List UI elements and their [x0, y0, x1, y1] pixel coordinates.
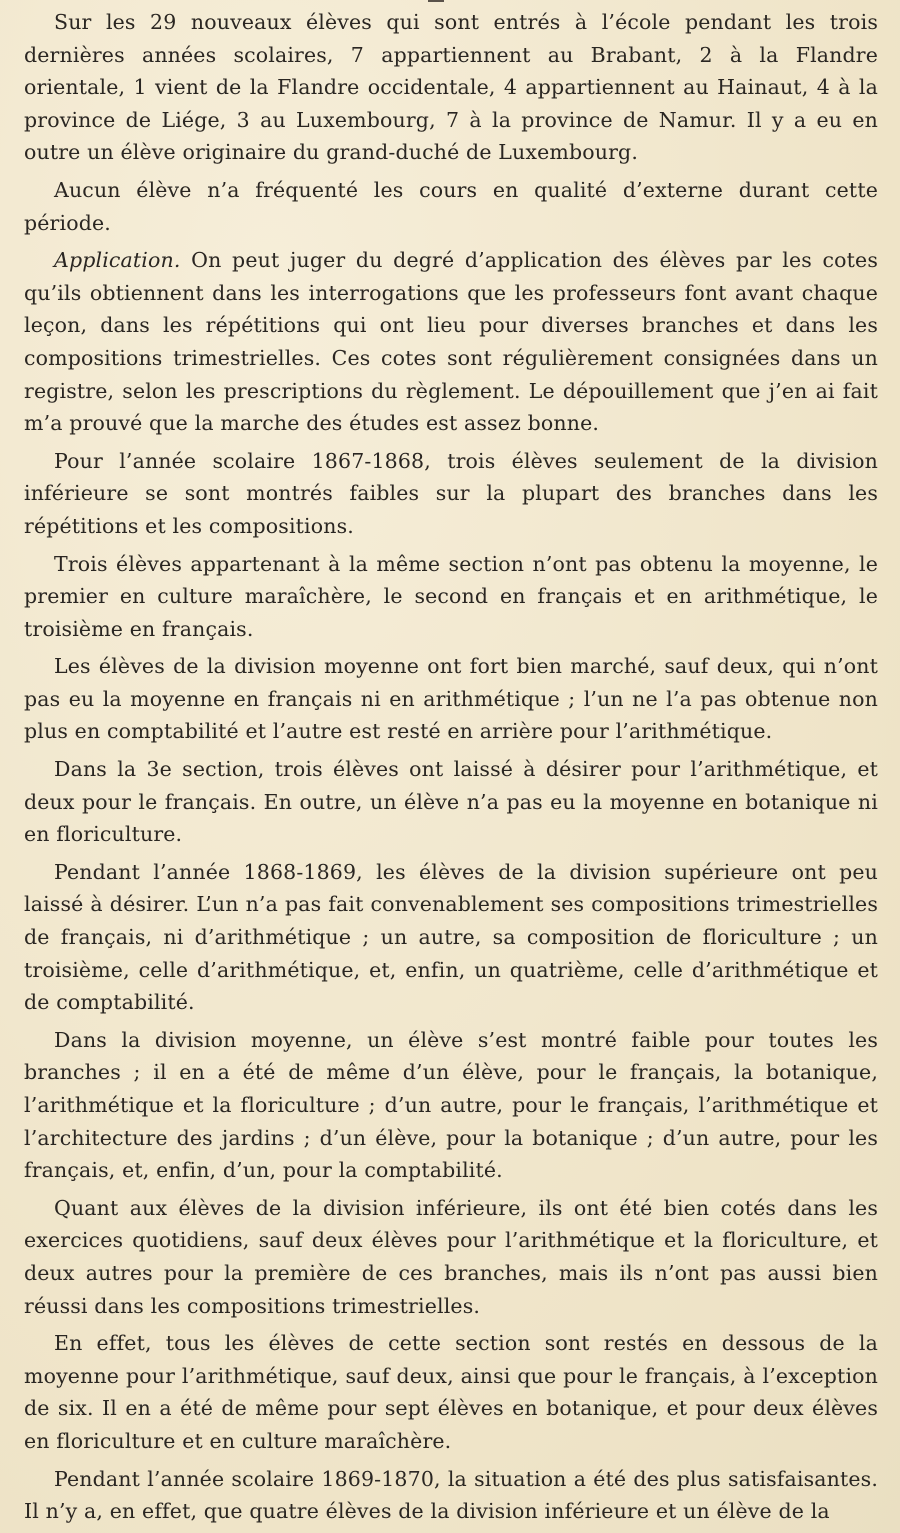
paragraph-text: Dans la 3e section, trois élèves ont laissé à désirer pour l’arithmétique, et deux pour le français. En outre, un élève n’a pas eu la moyenne en botanique ni en floriculture.: [24, 757, 878, 847]
paragraph-1867-1868: [24, 445, 878, 543]
paragraph-origins: [24, 6, 878, 169]
paragraph-text: Pour l’année scolaire 1867-1868, trois élèves seulement de la division inférieure se sont montrés faibles sur la plupart des branches dans les répétitions et les compositions.: [24, 448, 878, 538]
paragraph-division-moyenne: [24, 650, 878, 748]
paragraph-1869-1870: [24, 1463, 878, 1528]
paragraph-text: Sur les 29 nouveaux élèves qui sont entrés à l’école pendant les trois dernières années scolaires, 7 appartiennent au Brabant, 2 à la Flandre orientale, 1 vient de la Flandre occidentale, 4 appartiennent au Hainaut, 4 à la province de Liége, 3 au Luxembourg, 7 à la province de Namur. Il y a eu en outre un élève originaire du grand-duché de Luxembourg.: [24, 10, 878, 165]
paragraph-text: Quant aux élèves de la division inférieure, ils ont été bien cotés dans les exercices quotidiens, sauf deux élèves pour l’arithmétique et la floriculture, et deux autres pour la première de ces branches, mais ils n’ont pas aussi bien réussi dans les compositions trimestrielles.: [24, 1195, 878, 1318]
page-top-mark: [428, 0, 444, 2]
section-lead-application: Application.: [54, 248, 181, 273]
paragraph-externes: [24, 174, 878, 239]
paragraph-text: Les élèves de la division moyenne ont fort bien marché, sauf deux, qui n’ont pas eu la moyenne en français ni en arithmétique ; l’un ne l’a pas obtenue non plus en comptabilité et l’autre est resté en arrière pour l’arithmétique.: [24, 654, 878, 744]
paragraph-division-inferieure: [24, 1192, 878, 1322]
paragraph-text: Dans la division moyenne, un élève s’est montré faible pour toutes les branches ; il en a été de même d’un élève, pour le français, la botanique, l’arithmétique et la floriculture ; d’un autre, pour le français, l’arithmétique et l’architecture des jardins ; d’un élève, pour la botanique ; d’un autre, pour les français, et, enfin, d’un, pour la comptabilité.: [24, 1027, 878, 1183]
paragraph-1868-1869: [24, 856, 878, 1019]
paragraph-en-effet: [24, 1327, 878, 1457]
paragraph-text: Pendant l’année 1868-1869, les élèves de la division supérieure ont peu laissé à désirer. L’un n’a pas fait convenablement ses compositions trimestrielles de français, ni d’arithmétique ; un autre, sa composition de floriculture ; un troisième, celle d’arithmétique, et, enfin, un quatrième, celle d’arithmétique et de comptabilité.: [24, 859, 878, 1015]
paragraph-application: [24, 244, 878, 440]
paragraph-division-moyenne-1868: [24, 1024, 878, 1187]
paragraph-text: En effet, tous les élèves de cette section sont restés en dessous de la moyenne pour l’arithmétique, sauf deux, ainsi que pour le français, à l’exception de six. Il en a été de même pour sept élèves en botanique, et pour deux élèves en floriculture et en culture maraîchère.: [24, 1331, 878, 1453]
paragraph-text: Aucun élève n’a fréquenté les cours en qualité d’externe durant cette période.: [24, 177, 878, 235]
paragraph-text: Pendant l’année scolaire 1869-1870, la situation a été des plus satisfaisantes. Il n’y a, en effet, que quatre élèves de la division inférieure et un élève de la: [24, 1466, 878, 1524]
paragraph-moyenne-section: [24, 548, 878, 646]
paragraph-3e-section: [24, 753, 878, 851]
paragraph-text: Trois élèves appartenant à la même section n’ont pas obtenu la moyenne, le premier en culture maraîchère, le second en français et en arithmétique, le troisième en français.: [24, 551, 878, 641]
paragraph-text: On peut juger du degré d’application des élèves par les cotes qu’ils obtiennent dans les interrogations que les professeurs font avant chaque leçon, dans les répétitions qui ont lieu pour diverses branches et dans les compositions trimestrielles. Ces cotes sont régulièrement consignées dans un registre, selon les prescriptions du règlement. Le dépouillement que j’en ai fait m’a prouvé que la marche des études est assez bonne.: [24, 248, 878, 436]
